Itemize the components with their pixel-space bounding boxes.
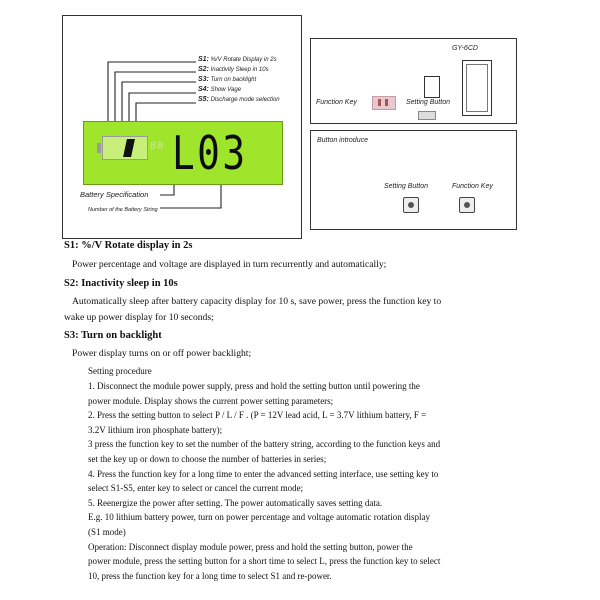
- callout-s4: S4: Show Vage: [198, 86, 242, 93]
- setting-button[interactable]: [403, 197, 419, 213]
- s2-heading: S2: Inactivity sleep in 10s: [64, 278, 178, 289]
- connector-slot: [462, 60, 492, 116]
- top-function-key[interactable]: [372, 96, 396, 110]
- s1-heading: S1: %/V Rotate display in 2s: [64, 240, 193, 251]
- step-line: 3 press the function key to set the number of the battery string, according to the function keys and: [88, 439, 441, 450]
- step-line: power module, press the setting button for a short time to select L, press the function key to select: [88, 556, 441, 567]
- function-key-button[interactable]: [459, 197, 475, 213]
- model-label: GY-6CD: [452, 45, 478, 52]
- function-key-label: Function Key: [452, 183, 493, 190]
- step-line: Operation: Disconnect display module power, press and hold the setting button, power the: [88, 541, 413, 552]
- top-setting-button-label: Setting Button: [406, 99, 450, 106]
- button-intro-title: Button introduce: [317, 137, 368, 144]
- s1-body: Power percentage and voltage are displayed in turn recurrently and automatically;: [72, 259, 387, 270]
- callout-s1: S1: %/V Rotate Display in 2s: [198, 56, 277, 63]
- step-line: 10, press the function key for a long time to select S1 and re-power.: [88, 570, 332, 581]
- battery-string-label: Number of the Battery String: [88, 207, 158, 213]
- step-line: 1. Disconnect the module power supply, press and hold the setting button until powering the: [88, 381, 420, 391]
- button-intro-panel: [310, 130, 517, 230]
- callout-s2: S2: Inactivity Sleep in 10s: [198, 66, 269, 73]
- s2-body-1: Automatically sleep after battery capacity display for 10 s, save power, press the function key to: [72, 296, 442, 307]
- lcd-screen: [83, 121, 283, 185]
- step-line: E.g. 10 lithium battery power, turn on power percentage and voltage automatic rotation display: [88, 512, 431, 523]
- s3-heading: S3: Turn on backlight: [64, 330, 162, 341]
- lcd-battery-icon: [102, 136, 148, 160]
- top-setting-button[interactable]: [418, 111, 436, 120]
- step-line: power module. Display shows the current power setting parameters;: [88, 395, 334, 406]
- step-line: set the key up or down to choose the number of batteries in series;: [88, 453, 327, 464]
- setting-button-label: Setting Button: [384, 183, 428, 190]
- procedure-title: Setting procedure: [88, 366, 152, 376]
- step-line: 5. Reenergize the power after setting. The power automatically saves setting data.: [88, 497, 383, 508]
- step-line: 2. Press the setting button to select P / L / F . (P = 12V lead acid, L = 3.7V lithium battery, F =: [88, 410, 427, 421]
- display-window: [424, 76, 440, 98]
- s2-body-2: wake up power display for 10 seconds;: [64, 312, 214, 323]
- lcd-small-digits: 88: [150, 140, 165, 152]
- step-line: select S1-S5, enter key to select or cancel the current mode;: [88, 483, 304, 494]
- procedure-steps: [88, 381, 440, 585]
- s3-body: Power display turns on or off power backlight;: [72, 348, 252, 359]
- lcd-main-digits: L03: [172, 126, 248, 180]
- step-line: 4. Press the function key for a long time to enter the advanced setting interface, use setting key to: [88, 468, 439, 479]
- callout-list: [198, 56, 280, 106]
- top-function-key-label: Function Key: [316, 99, 357, 106]
- step-line: 3.2V lithium iron phosphate battery);: [88, 424, 223, 435]
- callout-s3: S3: Turn on backlight: [198, 76, 257, 83]
- step-line: (S1 mode): [88, 526, 126, 537]
- callout-s5: S5: Discharge mode selection: [198, 96, 280, 103]
- battery-spec-label: Battery Specification: [80, 190, 149, 199]
